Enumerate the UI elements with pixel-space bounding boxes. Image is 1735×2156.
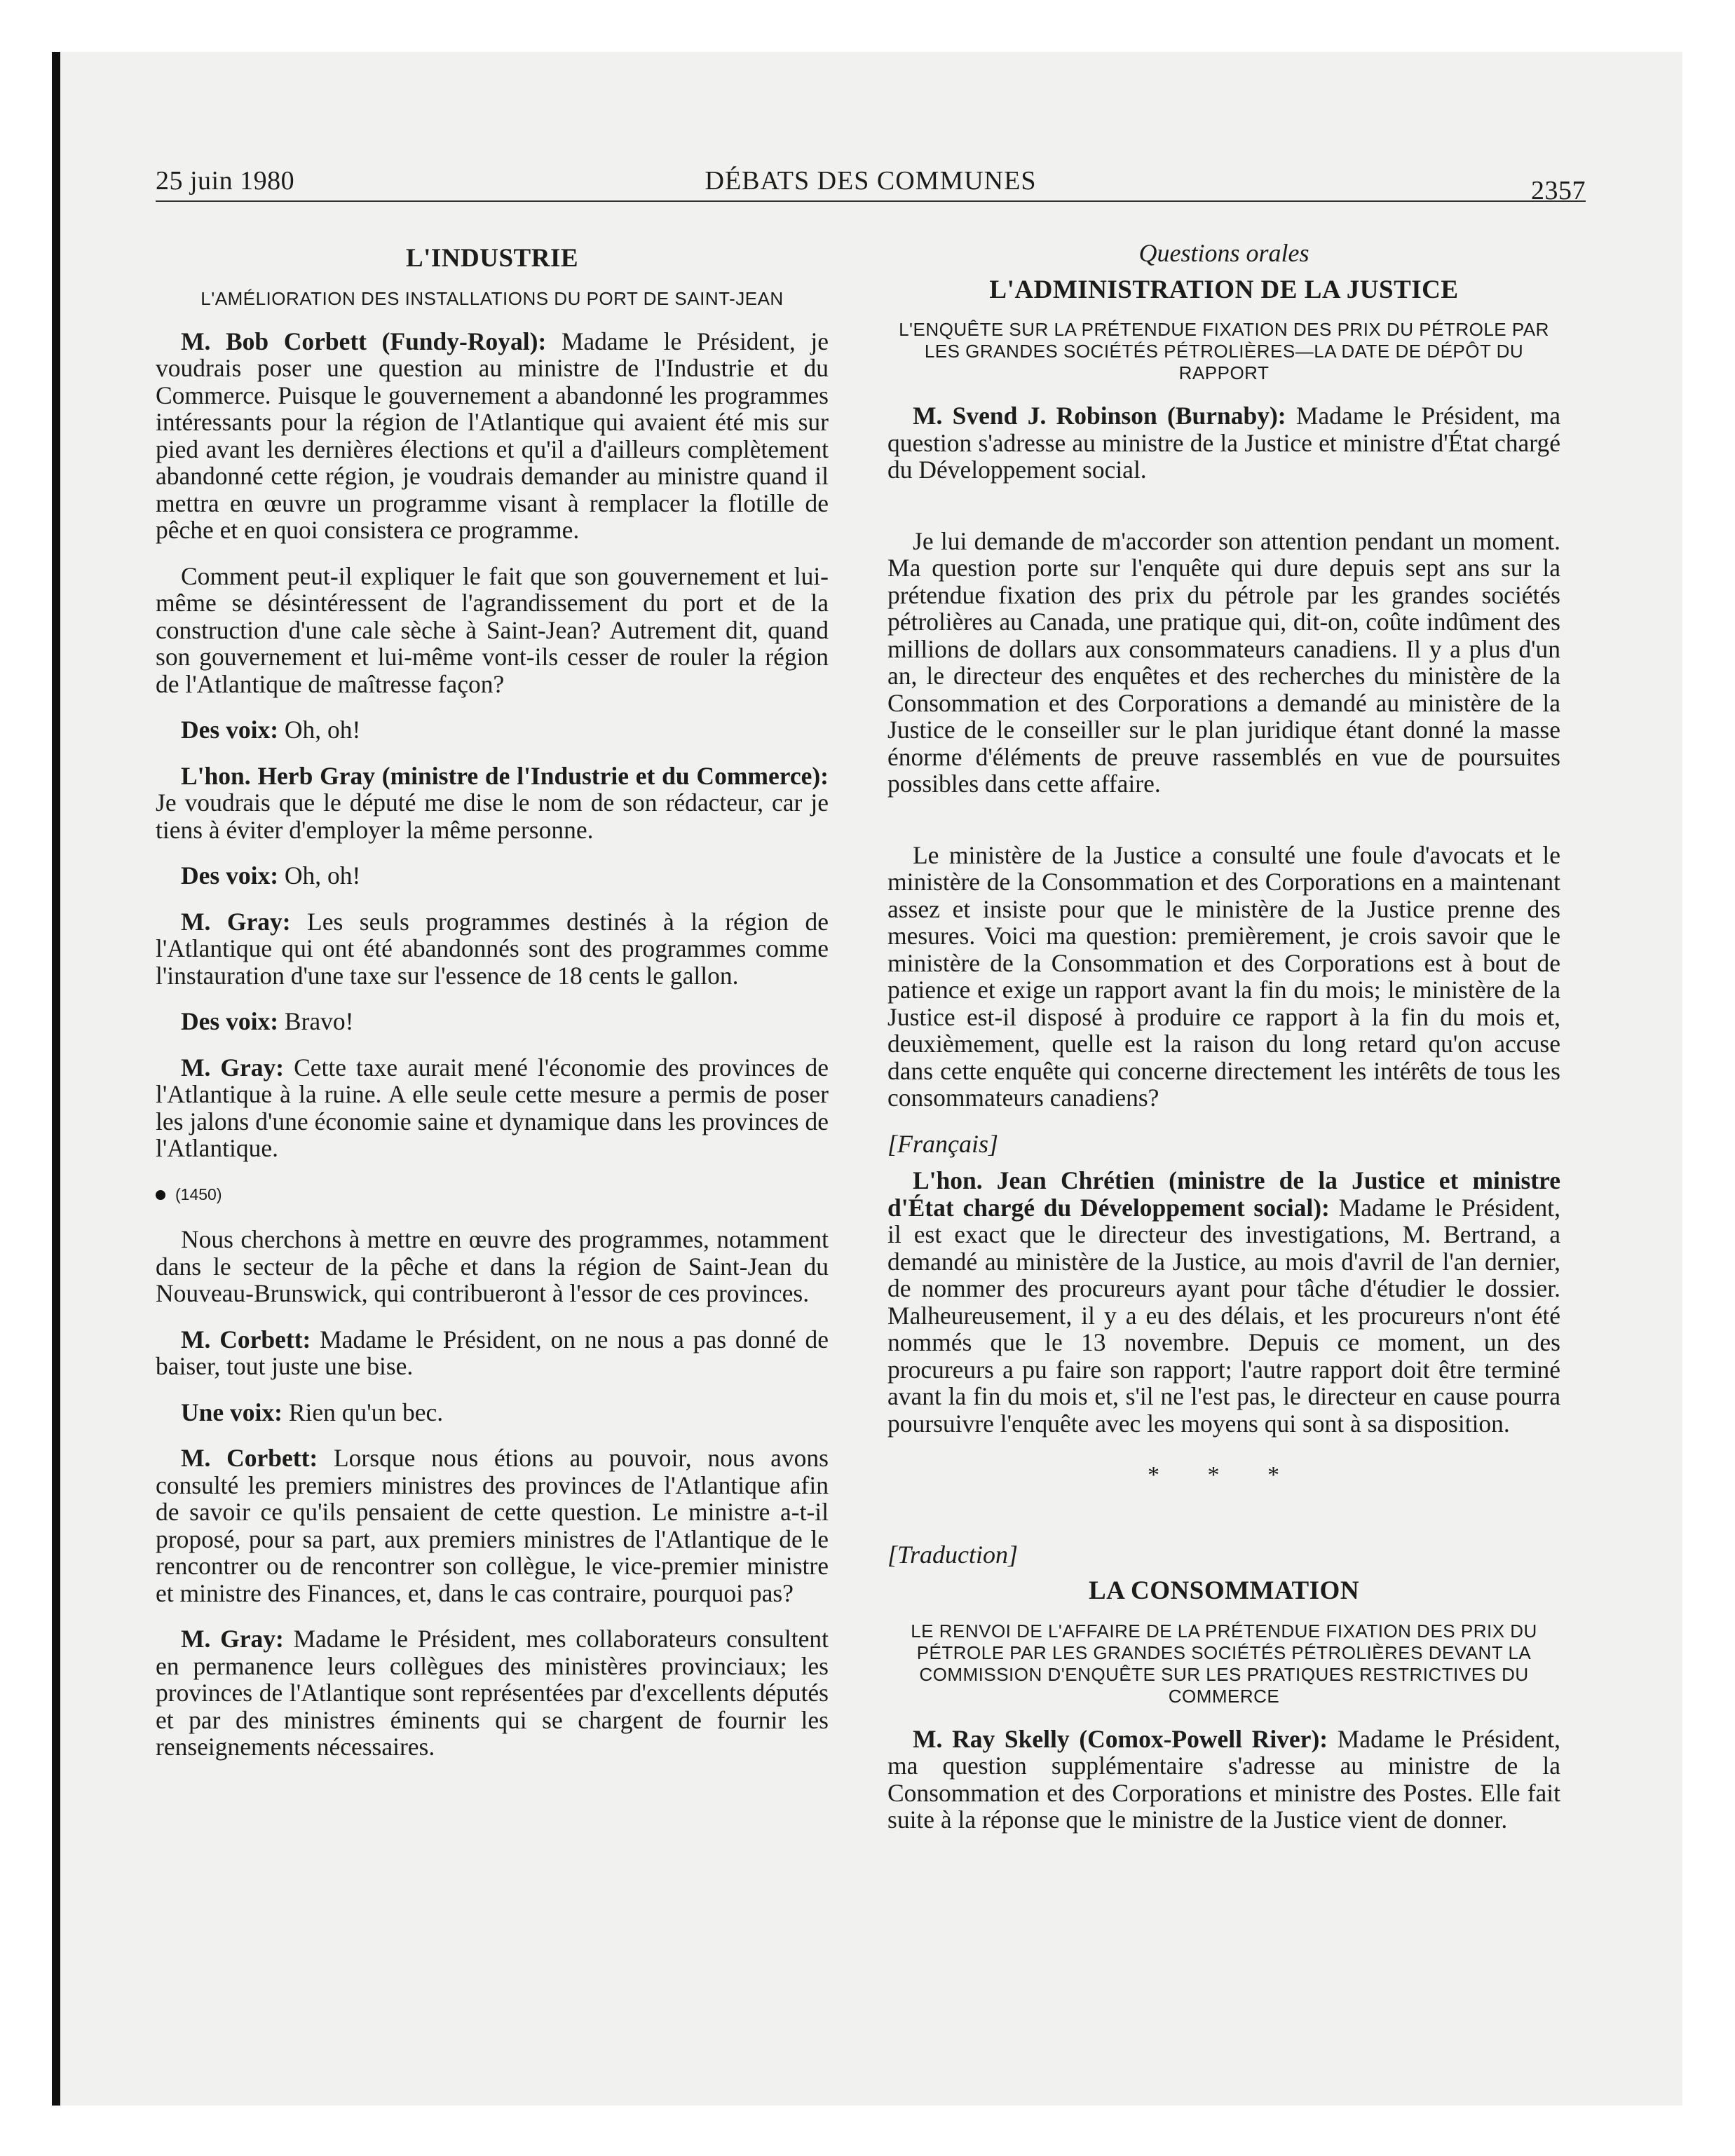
speech-text: Madame le Président, mes collaborateurs consultent en permanence leurs collègues des ministères provinciaux; les provinces de l'Atlantique sont représentées par d'excellents députés et par des ministres éminents qui se chargent de fournir les renseignements nécessaires. [156,1625,829,1761]
spacer [887,503,1560,528]
speech-paragraph [156,716,829,744]
header-title: DÉBATS DES COMMUNES [705,166,1037,196]
speaker-name: M. Corbett: [181,1444,318,1472]
speech-text: Madame le Président, ma question s'adresse au ministre de la Justice et ministre d'État chargé du Développement social. [887,402,1561,484]
speaker-name: M. Svend J. Robinson (Burnaby): [913,402,1286,430]
header-date: 25 juin 1980 [156,166,295,196]
time-marker [156,1181,829,1208]
speech-paragraph [156,1008,829,1035]
section-supertitle: Questions orales [1138,239,1309,267]
speech-text: Je voudrais que le député me dise le nom de son rédacteur, car je tiens à éviter d'employer la même personne. [156,789,829,844]
spacer [887,817,1560,842]
speech-paragraph [887,402,1560,484]
speaker-name: M. Corbett: [181,1325,311,1353]
subhead-enquete-prix-petrole: L'ENQUÊTE SUR LA PRÉTENDUE FIXATION DES PRIX DU PÉTROLE PAR LES GRANDES SOCIÉTÉS PÉTROLIÈRES—LA DATE DE DÉPÔT DU RAPPORT [899,319,1549,383]
speech-paragraph [156,862,829,889]
speaker-name: L'hon. Jean Chrétien (ministre de la Justice et ministre d'État chargé du Développement social): [887,1166,1560,1222]
speech-paragraph [156,908,829,990]
speaker-name: M. Bob Corbett (Fundy-Royal): [181,327,547,355]
speech-text: Oh, oh! [278,716,361,744]
bullet-dot-icon [156,1190,165,1200]
speech-paragraph [156,328,829,544]
subhead-renvoi-affaire: LE RENVOI DE L'AFFAIRE DE LA PRÉTENDUE FIXATION DES PRIX DU PÉTROLE PAR LES GRANDES SOCIÉTÉS PÉTROLIÈRES DEVANT LA COMMISSION D'ENQUÊTE SUR LES PRATIQUES RESTRICTIVES DU COMMERCE [911,1620,1537,1707]
speech-text: Bravo! [278,1007,354,1035]
speech-paragraph: Comment peut-il expliquer le fait que son gouvernement et lui-même se désintéressent de l'agrandissement du port et de la construction d'une cale sèche à Saint-Jean? Autrement dit, quand son gouvernement et lui-même vont-ils cesser de rouler la région de l'Atlantique de maîtresse façon? [156,561,829,698]
speech-paragraph: Nous cherchons à mettre en œuvre des programmes, notamment dans le secteur de la pêche et dans la région de Saint-Jean du Nouveau-Brunswick, qui contribueront à l'essor de ces provinces. [156,1225,829,1307]
speaker-name: L'hon. Herb Gray (ministre de l'Industrie et du Commerce): [181,761,829,790]
speech-text: Oh, oh! [278,861,361,889]
speech-paragraph [156,1625,829,1761]
speech-paragraph: Je lui demande de m'accorder son attention pendant un moment. Ma question porte sur l'enquête qui dure depuis sept ans sur la prétendue fixation des prix du pétrole par les grandes sociétés pétrolières au Canada, une pratique qui, dit-on, coûte indûment des millions de dollars aux consommateurs canadiens. Il y a plus d'un an, le directeur des enquêtes et des recherches du ministère de la Consommation et des Corporations a demandé au ministère de la Justice de le conseiller sur le plan juridique étant donné la masse énorme d'éléments de preuve rassemblés en vue de poursuites possibles dans cette affaire. [887,526,1560,798]
speaker-name: M. Gray: [181,907,291,936]
speaker-name: Des voix: [181,716,279,744]
speech-paragraph [156,1054,829,1162]
speaker-name: M. Ray Skelly (Comox-Powell River): [913,1724,1328,1753]
speech-paragraph [156,1399,829,1426]
speech-text: Madame le Président, on ne nous a pas donné de baiser, tout juste une bise. [156,1325,829,1380]
left-column [156,245,829,1780]
speech-text: Madame le Président, il est exact que le directeur des investigations, M. Bertrand, a demandé au ministère de la Justice, au mois d'avril de l'an dernier, de nommer des procureurs ayant pour tâche d'étudier le dossier. Malheureusement, il y a eu des délais, et les procureurs n'ont été nommés que le 13 novembre. Depuis ce moment, un des procureurs a pu faire son rapport; l'autre rapport doit être terminé avant la fin du mois et, s'il ne l'est pas, le directeur en cause pourra poursuivre l'enquête avec les moyens qui sont à sa disposition. [887,1193,1560,1438]
running-header [156,161,1586,205]
speech-paragraph [156,1445,829,1606]
speech-paragraph [887,1726,1560,1834]
time-marker-text: (1450) [175,1185,222,1203]
speech-text: Madame le Président, je voudrais poser une question au ministre de l'Industrie et du Commerce. Puisque le gouvernement a abandonné les programmes intéressants pour la région de l'Atlantique qui avaient été mis sur pied avant les dernières élections et qu'il a d'ailleurs complètement abandonné cette région, je voudrais demander au ministre quand il mettra en œuvre un programme visant à remplacer la flotille de pêche et en quoi consistera ce programme. [156,327,829,544]
section-title-industrie: L'INDUSTRIE [405,244,579,273]
speech-paragraph [887,1167,1560,1437]
speaker-name: Des voix: [181,1007,279,1035]
speech-text: Lorsque nous étions au pouvoir, nous avons consulté les premiers ministres des provinces de l'Atlantique afin de savoir ce qu'ils pensaient de cette question. Le ministre a-t-il proposé, pour sa part, aux premiers ministres de l'Atlantique de le rencontrer ou de rencontrer son collègue, le vice-premier ministre et ministre des Finances, et, dans le cas contraire, pourquoi pas? [156,1444,829,1607]
section-title-justice: L'ADMINISTRATION DE LA JUSTICE [989,275,1459,304]
section-separator: * * * [1148,1462,1300,1488]
speaker-name: M. Gray: [181,1053,285,1082]
language-note: [Français] [887,1129,999,1158]
speaker-name: Des voix: [181,861,279,889]
speech-text: Cette taxe aurait mené l'économie des provinces de l'Atlantique à la ruine. A elle seule cette mesure a permis de poser les jalons d'une économie saine et dynamique dans les provinces de l'Atlantique. [156,1053,829,1162]
page-number: 2357 [1531,176,1586,205]
subhead-port-saint-jean: L'AMÉLIORATION DES INSTALLATIONS DU PORT DE SAINT-JEAN [200,287,784,309]
speaker-name: M. Gray: [181,1625,284,1653]
speaker-name: Une voix: [181,1398,283,1426]
speech-text: Les seuls programmes destinés à la région de l'Atlantique qui ont été abandonnés sont des programmes comme l'instauration d'une taxe sur l'essence de 18 cents le gallon. [156,907,829,990]
speech-paragraph [156,1326,829,1380]
speech-text: Madame le Président, ma question supplémentaire s'adresse au ministre de la Consommation et des Corporations et ministre des Postes. Elle fait suite à la réponse que le ministre de la Justice vient de donner. [887,1724,1560,1834]
language-note: [Traduction] [887,1540,1019,1569]
section-title-consommation: LA CONSOMMATION [1088,1576,1360,1605]
speech-paragraph: Le ministère de la Justice a consulté une foule d'avocats et le ministère de la Consommation et des Corporations en a maintenant assez et insiste pour que le ministère de la Justice prenne des mesures. Voici ma question: premièrement, je crois savoir que le ministère de la Consommation et des Corporations est à bout de patience et exige un rapport avant la fin du mois; le ministère de la Justice est-il disposé à produire ce rapport à la fin du mois et, deuxièmement, quelle est la raison du long retard qu'on accuse dans cette enquête qui concerne directement les intérêts de tous les consommateurs canadiens? [887,840,1560,1112]
speech-text: Rien qu'un bec. [282,1398,444,1426]
speech-paragraph [156,763,829,844]
right-column [887,239,1561,1853]
